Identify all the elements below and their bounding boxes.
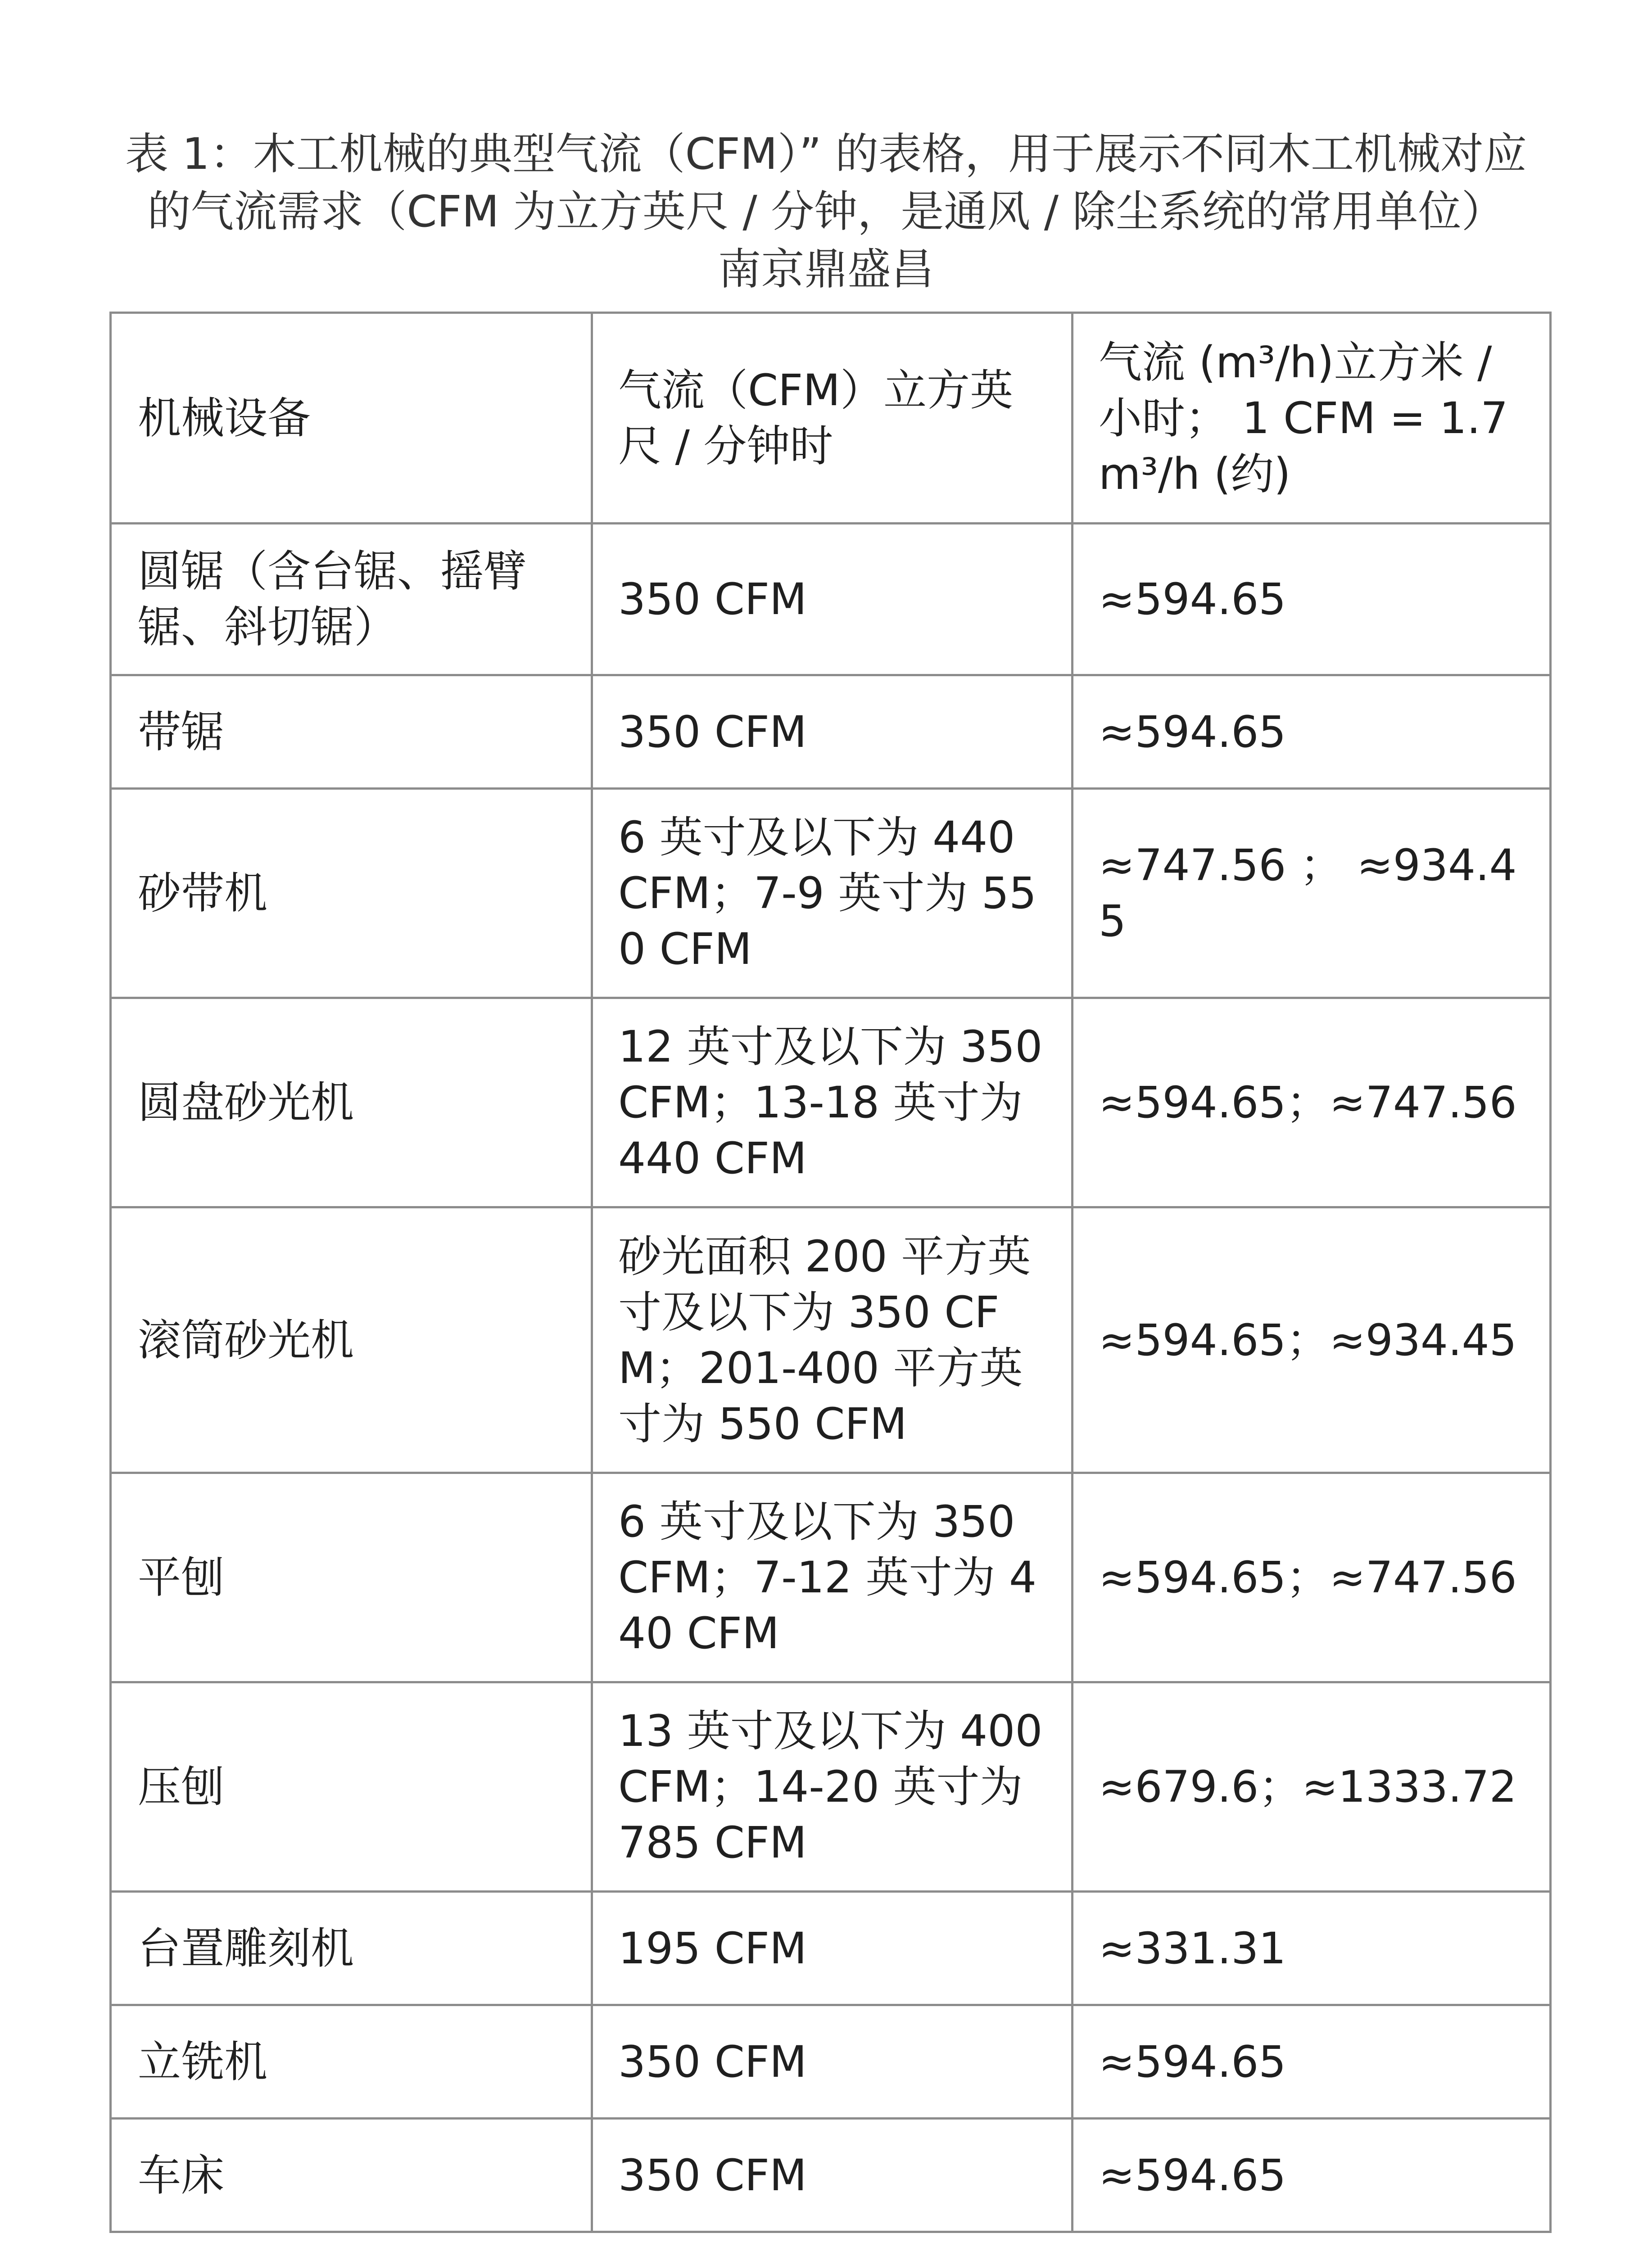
cell-machine: 滚筒砂光机 [111, 1207, 592, 1473]
header-machine: 机械设备 [111, 313, 592, 524]
table-row [111, 1207, 1551, 1473]
cell-cfm: 195 CFM [592, 1892, 1073, 2005]
cell-machine: 砂带机 [111, 789, 592, 998]
cell-machine: 带锯 [111, 675, 592, 789]
cell-m3h: ≈594.65 [1073, 2119, 1551, 2232]
table-row [111, 998, 1551, 1207]
cell-cfm: 350 CFM [592, 2119, 1073, 2232]
header-m3h: 气流 (m³/h)立方米 / 小时； 1 CFM = 1.7 m³/h (约) [1073, 313, 1551, 524]
cell-m3h: ≈594.65 [1073, 2005, 1551, 2119]
cell-machine: 车床 [111, 2119, 592, 2232]
cell-m3h: ≈331.31 [1073, 1892, 1551, 2005]
cell-machine: 立铣机 [111, 2005, 592, 2119]
cell-m3h: ≈679.6；≈1333.72 [1073, 1682, 1551, 1892]
table-row [111, 2005, 1551, 2119]
table-row [111, 1473, 1551, 1682]
table-row [111, 1682, 1551, 1892]
cell-cfm: 6 英寸及以下为 350 CFM；7-12 英寸为 440 CFM [592, 1473, 1073, 1682]
cell-m3h: ≈594.65 [1073, 524, 1551, 675]
table-header-row [111, 313, 1551, 524]
cell-m3h: ≈594.65；≈934.45 [1073, 1207, 1551, 1473]
cell-machine: 台置雕刻机 [111, 1892, 592, 2005]
caption-line-2: 的气流需求（CFM 为立方英尺 / 分钟，是通风 / 除尘系统的常用单位） [147, 186, 1505, 237]
caption-line-3: 南京鼎盛昌 [718, 244, 934, 294]
header-cfm: 气流（CFM）立方英尺 / 分钟时 [592, 313, 1073, 524]
cell-machine: 圆锯（含台锯、摇臂锯、斜切锯） [111, 524, 592, 675]
cell-machine: 圆盘砂光机 [111, 998, 592, 1207]
cell-cfm: 13 英寸及以下为 400 CFM；14-20 英寸为 785 CFM [592, 1682, 1073, 1892]
cell-cfm: 砂光面积 200 平方英寸及以下为 350 CFM；201-400 平方英寸为 550 CFM [592, 1207, 1073, 1473]
cell-cfm: 6 英寸及以下为 440 CFM；7-9 英寸为 550 CFM [592, 789, 1073, 998]
cell-cfm: 350 CFM [592, 675, 1073, 789]
table-row [111, 789, 1551, 998]
table-row [111, 1892, 1551, 2005]
cell-m3h: ≈594.65；≈747.56 [1073, 998, 1551, 1207]
cfm-table-container [109, 312, 1549, 2233]
cell-m3h: ≈594.65 [1073, 675, 1551, 789]
cell-machine: 平刨 [111, 1473, 592, 1682]
cell-cfm: 12 英寸及以下为 350 CFM；13-18 英寸为 440 CFM [592, 998, 1073, 1207]
table-caption [0, 125, 1652, 298]
cell-m3h: ≈594.65；≈747.56 [1073, 1473, 1551, 1682]
table-row [111, 675, 1551, 789]
cell-cfm: 350 CFM [592, 2005, 1073, 2119]
caption-line-1: 表 1：木工机械的典型气流（CFM）” 的表格，用于展示不同木工机械对应 [125, 129, 1527, 179]
table-row [111, 524, 1551, 675]
cell-cfm: 350 CFM [592, 524, 1073, 675]
table-row [111, 2119, 1551, 2232]
cfm-table [109, 312, 1552, 2233]
cell-machine: 压刨 [111, 1682, 592, 1892]
cell-m3h: ≈747.56 ； ≈934.45 [1073, 789, 1551, 998]
